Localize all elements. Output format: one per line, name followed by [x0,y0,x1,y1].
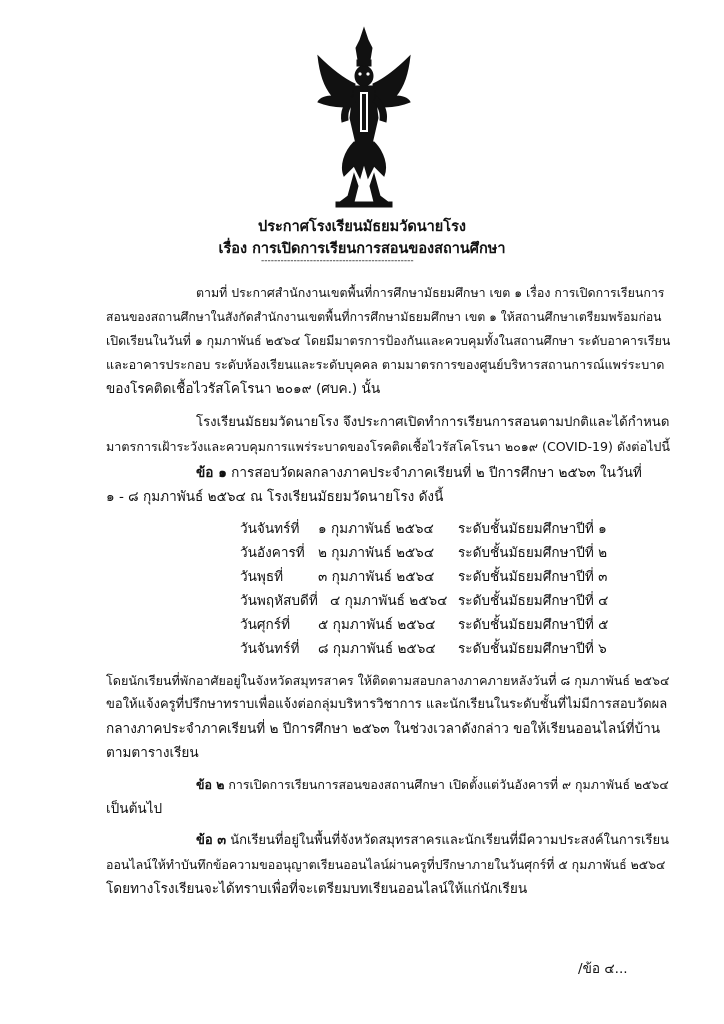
schedule-date: ๕ กุมภาพันธ์ ๒๕๖๔ [318,617,436,633]
schedule-day: วันพฤหัสบดีที่ [240,593,318,609]
announcement-title: ประกาศโรงเรียนมัธยมวัดนายโรง [258,219,466,235]
schedule-level: ระดับชั้นมัธยมศึกษาปีที่ ๒ [458,545,608,561]
paragraph-line: เปิดเรียนในวันที่ ๑ กุมภาพันธ์ ๒๕๖๔ โดยมีมาตรการป้องกันและควบคุมทั้งในสถานศึกษา ระดับอาคารเรียน [106,333,671,348]
schedule-day: วันศุกร์ที่ [240,617,291,633]
schedule-level: ระดับชั้นมัธยมศึกษาปีที่ ๑ [458,521,607,537]
paragraph-line: สอนของสถานศึกษาในสังกัดสำนักงานเขตพื้นที่การศึกษามัธยมศึกษา เขต ๑ ให้สถานศึกษาเตรียมพร้อมก่อน [106,310,662,324]
schedule-day: วันพุธที่ [240,569,284,585]
paragraph-line: มาตรการเฝ้าระวังและควบคุมการแพร่ระบาดของโรคติดเชื้อไวรัสโคโรนา ๒๐๑๙ (COVID-19) ดังต่อไปนี้ [106,439,670,454]
schedule-day: วันจันทร์ที่ [240,641,300,657]
schedule-level: ระดับชั้นมัธยมศึกษาปีที่ ๖ [458,641,607,657]
paragraph-line: ตามที่ ประกาศสำนักงานเขตพื้นที่การศึกษามัธยมศึกษา เขต ๑ เรื่อง การเปิดการเรียนการ [196,285,665,300]
schedule-date: ๔ กุมภาพันธ์ ๒๕๖๔ [330,593,448,609]
schedule-date: ๓ กุมภาพันธ์ ๒๕๖๔ [318,569,435,585]
item-2-label: ข้อ ๒ [196,777,225,792]
item-2-line: เป็นต้นไป [106,801,163,817]
schedule-level: ระดับชั้นมัธยมศึกษาปีที่ ๓ [458,569,608,585]
schedule-date: ๒ กุมภาพันธ์ ๒๕๖๔ [318,545,435,561]
item-3-text: นักเรียนที่อยู่ในพื้นที่จังหวัดสมุทรสาครและนักเรียนที่มีความประสงค์ในการเรียน [230,833,669,848]
item-3-line [196,830,669,852]
item-1-line: ๑ - ๘ กุมภาพันธ์ ๒๕๖๔ ณ โรงเรียนมัธยมวัดนายโรง ดังนี้ [106,489,444,505]
schedule-day: วันอังคารที่ [240,545,305,561]
item-3-label: ข้อ ๓ [196,833,227,848]
item-2-text: การเปิดการเรียนการสอนของสถานศึกษา เปิดตั้งแต่วันอังคารที่ ๙ กุมภาพันธ์ ๒๕๖๔ [228,777,669,792]
paragraph-line: ของโรคติดเชื้อไวรัสโคโรนา ๒๐๑๙ (ศบค.) นั้น [106,381,381,397]
schedule-level: ระดับชั้นมัธยมศึกษาปีที่ ๕ [458,617,609,633]
schedule-date: ๘ กุมภาพันธ์ ๒๕๖๔ [318,641,436,657]
item-3-line: โดยทางโรงเรียนจะได้ทราบเพื่อที่จะเตรียมบทเรียนออนไลน์ให้แก่นักเรียน [106,881,528,897]
note-line: ขอให้แจ้งครูที่ปรึกษาทราบเพื่อแจ้งต่อกลุ่มบริหารวิชาการ และนักเรียนในระดับชั้นที่ไม่มีการสอบวัดผล [106,697,668,712]
schedule-level: ระดับชั้นมัธยมศึกษาปีที่ ๔ [458,593,609,609]
note-line: กลางภาคประจำภาคเรียนที่ ๒ ปีการศึกษา ๒๕๖๓ ในช่วงเวลาดังกล่าว ขอให้เรียนออนไลน์ที่บ้าน [106,721,661,737]
paragraph-line: และอาคารประกอบ ระดับห้องเรียนและระดับบุคคล ตามมาตรการของศูนย์บริหารสถานการณ์แพร่ระบาด [106,357,665,372]
announcement-subject: เรื่อง การเปิดการเรียนการสอนของสถานศึกษา [218,241,506,257]
item-1-label: ข้อ ๑ [196,465,227,481]
garuda-emblem-icon [314,26,414,212]
item-3-line: ออนไลน์ให้ทำบันทึกข้อความขออนุญาตเรียนออนไลน์ผ่านครูที่ปรึกษาภายในวันศุกร์ที่ ๕ กุมภาพันธ์ ๒๕๖๔ [106,857,666,872]
item-1-text: การสอบวัดผลกลางภาคประจำภาคเรียนที่ ๒ ปีการศึกษา ๒๕๖๓ ในวันที่ [231,465,642,481]
note-line: โดยนักเรียนที่พักอาศัยอยู่ในจังหวัดสมุทรสาคร ให้ติดตามสอบกลางภาคภายหลังวันที่ ๘ กุมภาพันธ์ ๒๕๖๔ [106,673,670,688]
note-line: ตามตารางเรียน [106,745,199,761]
item-1-line [196,462,642,484]
paragraph-line: โรงเรียนมัธยมวัดนายโรง จึงประกาศเปิดทำการเรียนการสอนตามปกติและได้กำหนด [196,415,670,430]
title-separator: ----------------------------------------------- [261,256,414,266]
continuation-marker: /ข้อ ๔... [578,961,628,977]
schedule-day: วันจันทร์ที่ [240,521,300,537]
schedule-date: ๑ กุมภาพันธ์ ๒๕๖๔ [318,521,434,537]
item-2-line [196,774,669,796]
